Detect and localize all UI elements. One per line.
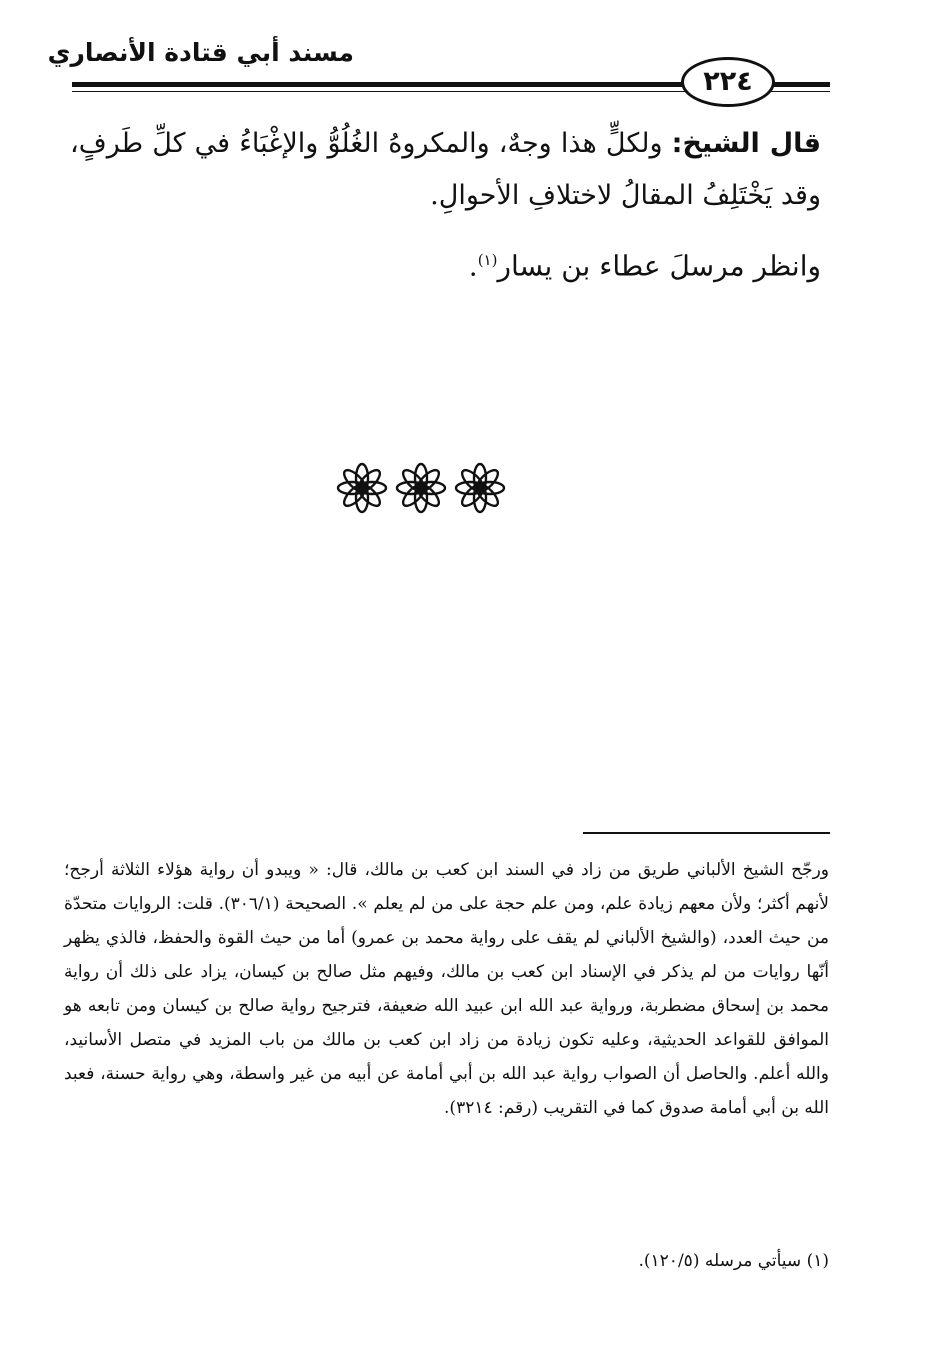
paragraph-lead: قال الشيخ: bbox=[671, 128, 822, 159]
see-also-end: . bbox=[468, 249, 478, 283]
footnote-ref-1: (١) bbox=[477, 251, 498, 269]
footnote-separator bbox=[583, 832, 830, 834]
paragraph-see-also bbox=[70, 234, 821, 292]
footnote-1: (١) سيأتي مرسله (١٢٠/٥). bbox=[638, 1251, 829, 1271]
paragraph-text: ولكلٍّ هذا وجهٌ، والمكروهُ الغُلُوُّ والإغْبَاءُ في كلِّ طَرفٍ، وقد يَخْتَلِفُ المقالُ لاختلافِ الأحوالِ. bbox=[70, 128, 821, 211]
paragraph-sheikh-saying bbox=[70, 118, 821, 222]
flower-ornament-icon bbox=[336, 462, 388, 514]
running-header-title: مسند أبي قتادة الأنصاري bbox=[47, 38, 354, 67]
section-ornament bbox=[336, 462, 506, 517]
flower-ornament-icon bbox=[454, 462, 506, 514]
flower-ornament-icon bbox=[395, 462, 447, 514]
see-also-text: وانظر مرسلَ عطاء بن يسار bbox=[497, 249, 821, 283]
page-number: ٢٢٤ bbox=[681, 57, 775, 107]
footnote-continued: ورجّح الشيخ الألباني طريق من زاد في السند ابن كعب بن مالك، قال: « ويبدو أن رواية هؤلاء الثلاثة أرجح؛ لأنهم أكثر؛ ولأن معهم زيادة علم، ومن علم حجة على من لم يعلم ». الصحيحة (٣٠٦/١). قلت: الروايات متحدّة من حيث العدد، (والشيخ الألباني لم يقف على رواية محمد بن عمرو) أما من حيث القوة والحفظ، فالذي يظهر أنّها روايات من لم يذكر في الإسناد ابن كعب بن مالك، وفيهم مثل صالح بن كيسان، يزاد على ذلك أن رواية محمد بن إسحاق مضطربة، ورواية عبد الله ابن عبيد الله ضعيفة، فترجيح رواية صالح بن كيسان ومن تابعه هو الموافق للقواعد الحديثية، وعليه تكون زيادة من زاد ابن كعب بن مالك من باب المزيد في متصل الأسانيد، والله أعلم. والحاصل أن الصواب رواية عبد الله بن أبي أمامة عن أبيه من غير واسطة، وهي رواية حسنة، فعبد الله بن أبي أمامة صدوق كما في التقريب (رقم: ٣٢١٤). bbox=[64, 860, 829, 1118]
